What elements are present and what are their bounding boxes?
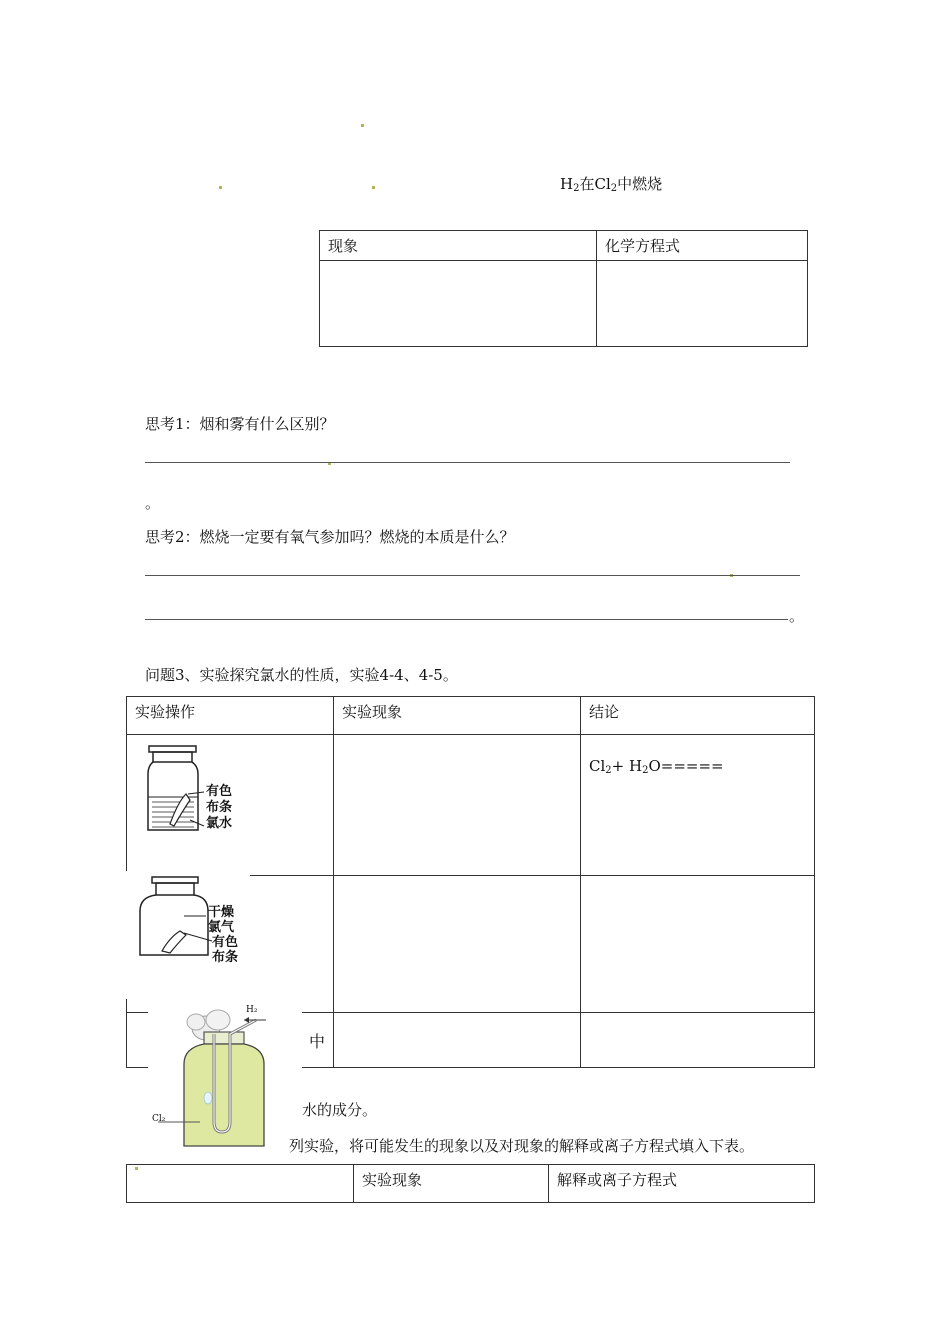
apparatus-illustration	[148, 1004, 302, 1156]
fig1-label: 有色	[206, 784, 233, 799]
decor-dot	[361, 124, 364, 127]
answer-end-mark-1: 。	[145, 494, 161, 512]
header-operation: 实验操作	[127, 697, 334, 735]
header-phenomenon: 现象	[320, 231, 597, 261]
answer-end-mark-2: 。	[789, 607, 805, 625]
fig2-label: 干燥	[208, 905, 235, 920]
header-equation: 化学方程式	[597, 231, 808, 261]
figure-dry-chlorine-bottle	[126, 871, 250, 999]
decor-dot	[372, 186, 375, 189]
question-3: 问题3、实验探究氯水的性质，实验4-4、4-5。	[145, 666, 458, 684]
paragraph-fragment-a: 水的成分。	[302, 1101, 378, 1119]
phenomenon-cell-2[interactable]	[334, 876, 581, 1013]
operation-fragment: 中	[308, 1031, 325, 1051]
equation-cell[interactable]	[597, 261, 808, 347]
phenomenon-cell[interactable]	[320, 261, 597, 347]
figure-h2-burning-in-cl2	[148, 1004, 302, 1156]
figure-chlorine-water-bottle	[138, 742, 250, 842]
fig3-label-h2: H₂	[246, 1005, 258, 1015]
decor-dot	[219, 186, 222, 189]
paragraph-fragment-b: 列实验，将可能发生的现象以及对现象的解释或离子方程式填入下表。	[289, 1137, 755, 1155]
header-phenomenon: 实验现象	[334, 697, 581, 735]
question-2: 思考2：燃烧一定要有氧气参加吗？燃烧的本质是什么？	[145, 528, 515, 546]
formula-text: + H	[611, 757, 643, 775]
fig2-label: 氯气	[208, 920, 235, 935]
title-text: H	[560, 175, 574, 193]
conclusion-cell-3[interactable]	[581, 1013, 815, 1068]
experiment-table	[126, 1164, 815, 1203]
fig1-label: 布条	[206, 800, 233, 815]
question-1: 思考1：烟和雾有什么区别？	[145, 415, 335, 433]
combustion-table	[319, 230, 808, 347]
formula-text: Cl	[589, 757, 606, 775]
title-subscript: 2	[573, 183, 580, 194]
fig1-label: 氯水	[206, 816, 233, 831]
phenomenon-cell-1[interactable]	[334, 735, 581, 876]
formula-text: O=====	[648, 757, 724, 775]
header-phenomenon: 实验现象	[354, 1165, 549, 1203]
answer-line-1[interactable]	[145, 462, 790, 463]
header-explanation: 解释或离子方程式	[549, 1165, 815, 1203]
answer-line-2[interactable]	[145, 575, 800, 576]
conclusion-cell-1[interactable]	[581, 735, 815, 876]
bottle-illustration	[138, 742, 250, 842]
title-text: 中燃烧	[617, 175, 663, 193]
title-text: 在Cl	[579, 175, 611, 193]
title-subscript: 2	[610, 183, 618, 194]
fig3-label-cl2: Cl₂	[152, 1114, 166, 1124]
section-title	[560, 173, 662, 194]
formula-subscript: 2	[605, 765, 612, 776]
phenomenon-cell-3[interactable]	[334, 1013, 581, 1068]
header-blank	[127, 1165, 354, 1203]
conclusion-cell-2[interactable]	[581, 876, 815, 1013]
fig2-label: 布条	[212, 950, 239, 965]
answer-line-3[interactable]	[145, 619, 788, 620]
header-conclusion: 结论	[581, 697, 815, 735]
formula-subscript: 2	[642, 765, 649, 776]
fig2-label: 有色	[212, 935, 239, 950]
